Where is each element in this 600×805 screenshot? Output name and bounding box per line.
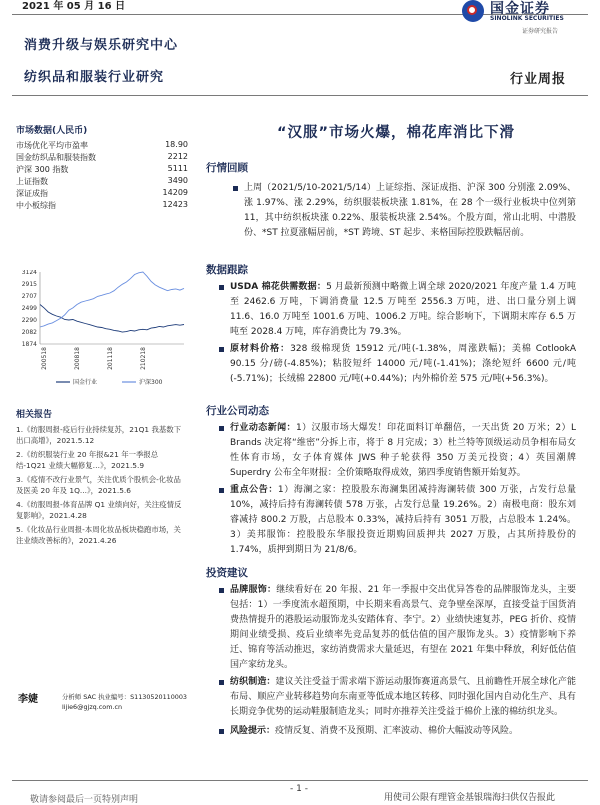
risk-bullet <box>218 724 576 739</box>
header-bottom-divider <box>12 95 588 96</box>
section-advice-title: 投资建议 <box>206 567 248 579</box>
news-label: 行业动态新闻： <box>230 423 296 433</box>
chart-legend-label: 沪深300 <box>139 379 163 386</box>
logo-sub-text: 证券研究报告 <box>522 28 559 35</box>
chart-legend-label: 国金行业 <box>73 379 98 386</box>
mfg-bullet <box>218 675 576 720</box>
brand-bullet <box>218 583 576 673</box>
market-row-value: 3490 <box>167 176 188 185</box>
brand-text: 继续看好在 20 年报、21 年一季报中交出优异答卷的品牌服饰龙头，主要包括：1）一季度流水超预期，中长期来看高景气、竞争壁垒深厚，直接受益于国货消费热情提升的港股运动服饰龙头安踏体育、李宁。2）业绩快速复苏，PEG 折价、疫情期间业绩受损、疫后业绩率先竞品复苏的低估值的国产服饰龙头。3）疫情影响下养迁、锦育等活动推迟，家纺消费需求大量延迟，有望在 2021 年集中释放，利好低估值国产家纺龙头。 <box>230 585 576 670</box>
market-row-label: 国金纺织品和服装指数 <box>16 153 96 162</box>
raw-material-bullet <box>218 342 576 387</box>
market-row-value: 5111 <box>167 164 188 173</box>
footer-usage-note: 用使司公限有理管金基银瑞海扫供仅告报此 <box>384 793 556 803</box>
usda-label: USDA 棉花供需数据： <box>230 282 327 292</box>
section-data-title: 数据跟踪 <box>206 264 248 276</box>
data-tracking-block <box>218 280 576 387</box>
chart-y-tick-label: 1874 <box>21 341 37 349</box>
report-date: 2021 年 05 月 16 日 <box>22 1 126 12</box>
usda-text: 5 月最新预测中略微上调全球 2020/2021 年度产量 1.4 万吨至 2462.6 万吨，下调消费量 12.5 万吨至 2556.3 万吨，进、出口量分别上调 11.6、16.0 万吨至 1001.6 万吨、1006.2 万吨。综合影响下，下调期末库存 6.5 万吨至 2028.4 万吨，库存消费比为 79.3%。 <box>230 282 576 337</box>
raw-label: 原材料价格： <box>230 344 291 354</box>
related-report-link[interactable]: 1.《纺服周报-疫后行业持续复苏，21Q1 我基数下出口高增》，2021.5.12 <box>16 425 182 445</box>
market-row <box>16 176 188 188</box>
market-data-title: 市场数据(人民币) <box>16 126 88 136</box>
related-report-link[interactable]: 2.《纺织服装行业 20 年报&21 年一季报总结-1Q21 业绩大幅修复…》，2021.5.9 <box>16 450 159 470</box>
chart-series-line <box>40 272 184 327</box>
chart-series-line <box>40 305 184 333</box>
company-news-block <box>218 421 576 558</box>
market-row-value: 12423 <box>162 200 188 209</box>
mfg-label: 纺织制造： <box>230 677 276 687</box>
related-report-link[interactable]: 5.《化妆品行业周报-本周化妆品板块稳跑市场，关注业绩改善标的》，2021.4.26 <box>16 525 181 545</box>
raw-text: 328 级棉现货 15912 元/吨(-1.38%，周涨跌幅)；美棉 CotlookA 90.15 分/磅(-4.85%)；粘胶短纤 14000 元/吨(-1.41%)；涤纶短纤 6600 元/吨(-5.71%)；长绒棉 22800 元/吨(+0.44%)；内外棉价差 575 元/吨(+56.3%)。 <box>230 344 576 384</box>
news-text: 1）汉服市场大爆发！印花面料订单翻倍，一天出货 20 万米；2）L Brands 决定将“维密”分拆上市，将于 8 月完成；3）杜兰特等顶级运动员争相布局女性体育市场，女子体育媒体 JWS 种子轮获得 350 万美元投资；4）英国潮牌 Superdry 公布全年财报：全价策略取得成效，第四季度销售额开始复苏。 <box>230 423 576 478</box>
market-row-label: 中小板综指 <box>16 201 56 210</box>
chart-y-tick-label: 3124 <box>21 270 37 277</box>
related-title: 相关报告 <box>16 410 53 420</box>
footer-disclaimer: 敬请参阅最后一页特别声明 <box>30 795 139 805</box>
risk-text: 疫情反复、消费不及预期、汇率波动、棉价大幅波动等风险。 <box>275 726 519 736</box>
related-report-link[interactable]: 4.《纺服周报-体育品牌 Q1 业绩向好，关注疫情反复影响》，2021.4.28 <box>16 500 182 520</box>
brand-label: 品牌服饰： <box>230 585 277 595</box>
chart-y-tick-label: 2499 <box>21 305 37 313</box>
logo-mark-icon <box>462 0 484 22</box>
chart-x-tick-label: 201118 <box>107 347 114 370</box>
chart-x-tick-label: 200818 <box>74 347 81 370</box>
report-type: 行业周报 <box>510 72 567 87</box>
market-row-value: 2212 <box>167 152 188 161</box>
industry-name: 纺织品和服装行业研究 <box>24 70 165 85</box>
chart-y-tick-label: 2290 <box>21 317 37 325</box>
section-company-title: 行业公司动态 <box>206 405 269 417</box>
market-row <box>16 164 188 176</box>
risk-label: 风险提示： <box>230 726 276 736</box>
chart-y-tick-label: 2707 <box>21 293 37 301</box>
footer-divider <box>12 780 588 781</box>
usda-bullet <box>218 280 576 340</box>
market-row <box>16 140 188 152</box>
page-number: - 1 - <box>290 784 308 794</box>
advice-block <box>218 583 576 739</box>
analyst-name: 李婕 <box>18 694 38 705</box>
market-row-label: 沪深 300 指数 <box>16 165 69 174</box>
industry-news-bullet <box>218 421 576 481</box>
related-reports <box>16 407 186 549</box>
market-row-label: 上证指数 <box>16 177 48 186</box>
logo-en-text: SINOLINK SECURITIES <box>490 15 564 22</box>
mfg-text: 建议关注受益于需求端下游运动服饰赛道高景气、且前瞻性开展全球化产能布局、顺应产业转移趋势向东南亚等低成本地区转移、同时强化国内自动化生产、具有长期竞争优势的运动鞋服制造龙头；同时亦推荐关注受益于棉价上涨的棉纺织龙头。 <box>230 677 576 717</box>
chart-y-tick-label: 2915 <box>21 281 37 289</box>
analyst-info <box>62 692 187 712</box>
section-review-title: 行情回顾 <box>206 162 248 174</box>
review-paragraph <box>232 181 576 241</box>
chart-y-tick-label: 2082 <box>21 329 37 337</box>
report-title: “汉服”市场火爆，棉花库消比下滑 <box>276 125 516 141</box>
market-row-value: 14209 <box>162 188 188 197</box>
research-center-name: 消费升级与娱乐研究中心 <box>24 38 179 53</box>
market-row <box>16 188 188 200</box>
market-data-panel <box>16 123 188 212</box>
notice-label: 重点公告： <box>230 485 278 495</box>
market-row-value: 18.90 <box>165 140 188 149</box>
review-text: 上周（2021/5/10-2021/5/14）上证综指、深证成指、沪深 300 分别涨 2.09%、涨 1.97%、涨 2.29%，纺织服装板块涨 1.81%，在 28 个一级行业板块中位列第 11，其中纺织板块涨 0.22%、服装板块涨 2.54%。个股方面，常山北明、中潜股份、*ST 拉夏涨幅居前，*ST 跨境、ST 起步、来格国际控股跌幅居前。 <box>232 181 576 241</box>
index-line-chart <box>16 270 188 390</box>
market-row <box>16 200 188 212</box>
market-row-label: 深证成指 <box>16 189 48 198</box>
analyst-cert: 分析师 SAC 执业编号：S1130520110003 <box>62 693 187 701</box>
related-report-link[interactable]: 3.《疫情不改行业景气，关注优质个股机会-化妆品及医美 20 年及 1Q...》，2021.5.6 <box>16 475 181 495</box>
market-row <box>16 152 188 164</box>
market-row-label: 市场优化平均市盈率 <box>16 141 88 150</box>
logo-cn-text: 国金证券 <box>490 1 550 17</box>
company-logo <box>462 0 592 35</box>
analyst-email[interactable]: lijie6@gjzq.com.cn <box>62 703 123 711</box>
chart-x-tick-label: 200518 <box>41 347 48 370</box>
notice-text: 1）海澜之家：控股股东海澜集团减持海澜转债 300 万张，占发行总量 10%，减持后持有海澜转债 578 万张，占发行总量 19.26%。2）南极电商：股东刘睿减持 800.2 万股，占总股本 0.33%，减持后持有 3051 万股，占总股本 1.24%。3）美邦服饰：控股股东华服投资近期购回质押共 2027 万股，占其所持股份的 1.74%，质押到期日为 21/8/6。 <box>230 485 576 555</box>
notice-bullet <box>218 483 576 558</box>
chart-x-tick-label: 210218 <box>140 347 147 370</box>
